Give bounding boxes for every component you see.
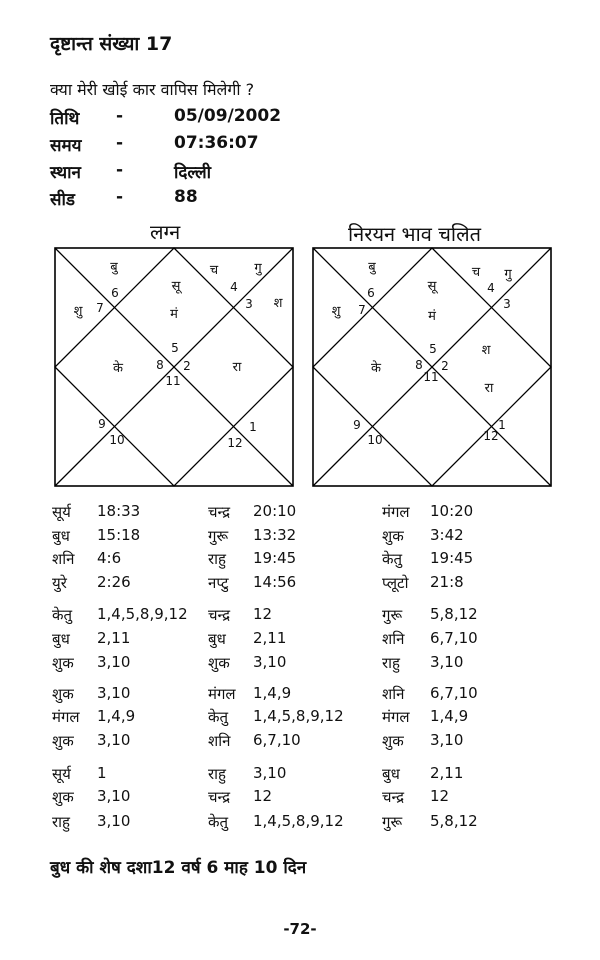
planet-value: 21:8 [430,573,464,591]
planet-label: श [481,343,491,358]
table-row [0,502,600,524]
aspect-houses: 3,10 [430,653,464,671]
planet-name: केतु [52,606,73,624]
house-number: 4 [230,280,238,294]
aspect-houses: 12 [253,605,273,623]
aspect-houses: 5,8,12 [430,605,478,623]
detail-label: समय [50,136,82,156]
table-row [0,629,600,651]
planet-name: मंगल [382,708,410,726]
house-number: 7 [96,301,104,315]
planet-label: गु [504,267,512,282]
planet-name: गुरू [382,813,403,831]
table-row [0,549,600,571]
planet-name: शुक [52,654,74,672]
aspect-houses: 3,10 [97,787,131,805]
aspect-houses: 3,10 [97,812,131,830]
planet-name: बुध [52,527,70,545]
detail-value: 88 [174,187,198,207]
house-number: 3 [503,297,511,311]
planet-name: मंगल [382,503,410,521]
planet-value: 13:32 [253,526,297,544]
planet-name: केतु [208,708,229,726]
planet-name: शनि [208,732,231,750]
house-number: 4 [487,281,495,295]
detail-label: तिथि [50,109,80,129]
planet-name: बुध [208,630,226,648]
planet-name: गुरू [208,527,229,545]
aspect-houses: 1,4,9 [430,707,469,725]
planet-value: 3:42 [430,526,464,544]
aspect-houses: 3,10 [430,731,464,749]
planet-name: मंगल [52,708,80,726]
planet-name: शुक [382,732,404,750]
house-number: 8 [156,358,164,372]
planet-name: बुध [382,765,400,783]
house-number: 11 [165,374,181,388]
planet-label: च [471,265,481,280]
planet-name: चन्द्र [208,503,231,521]
planet-name: मंगल [208,685,236,703]
detail-dash: - [116,133,124,153]
house-number: 1 [498,418,506,432]
planet-name: शनि [52,550,75,568]
table-row [0,573,600,595]
planet-label: रा [484,381,494,396]
table-row [0,787,600,809]
detail-label: सीड [50,190,75,210]
house-number: 6 [111,286,119,300]
house-number: 5 [429,342,437,356]
chalit-chart-title: निरयन भाव चलित [348,222,482,246]
planet-name: नप्टु [208,574,229,592]
house-number: 12 [483,429,499,443]
aspect-houses: 6,7,10 [430,629,478,647]
house-number: 8 [415,358,423,372]
aspect-houses: 2,11 [430,764,464,782]
planet-name: सूर्य [52,503,71,521]
planet-value: 15:18 [97,526,141,544]
table-row [0,764,600,786]
aspect-houses: 3,10 [97,731,131,749]
detail-dash: - [116,106,124,126]
detail-label: स्थान [50,163,81,183]
chalit-chart [312,247,552,487]
planet-name: राहु [52,813,70,831]
aspect-houses: 3,10 [97,684,131,702]
planet-label: शु [73,304,83,319]
house-number: 11 [423,370,439,384]
planet-label: बु [368,260,376,275]
house-number: 5 [171,341,179,355]
planet-name: राहु [208,765,226,783]
planet-value: 10:20 [430,502,474,520]
planet-name: शुक [52,685,74,703]
house-number: 2 [183,359,191,373]
planet-name: राहु [382,654,400,672]
aspect-houses: 12 [253,787,273,805]
planet-label: के [113,361,123,376]
house-number: 9 [353,418,361,432]
lagna-chart-title: लग्न [150,220,181,244]
house-number: 9 [98,417,106,431]
detail-dash: - [116,187,124,207]
planet-name: शुक [52,732,74,750]
planet-value: 4:6 [97,549,122,567]
planet-name: प्लूटो [382,574,409,592]
aspect-houses: 3,10 [97,653,131,671]
house-number: 7 [358,303,366,317]
lagna-chart [54,247,294,487]
planet-name: गुरू [382,606,403,624]
page-title: दृष्टान्त संख्या 17 [50,33,173,55]
table-row [0,684,600,706]
planet-name: केतु [382,550,403,568]
planet-label: मं [428,309,436,324]
planet-label: सू [427,279,437,294]
house-number: 10 [367,433,383,447]
table-row [0,731,600,753]
house-number: 2 [441,359,449,373]
page-number: -72- [283,920,317,938]
planet-name: शनि [382,630,405,648]
house-number: 10 [109,433,125,447]
planet-name: चन्द्र [208,606,231,624]
aspect-houses: 1 [97,764,107,782]
planet-label: च [209,263,219,278]
aspect-houses: 3,10 [253,653,287,671]
aspect-houses: 12 [430,787,450,805]
planet-value: 19:45 [430,549,474,567]
aspect-houses: 2,11 [253,629,287,647]
house-number: 6 [367,286,375,300]
table-row [0,812,600,834]
aspect-houses: 3,10 [253,764,287,782]
planet-label: के [371,361,381,376]
aspect-houses: 1,4,5,8,9,12 [97,605,188,623]
planet-value: 14:56 [253,573,297,591]
planet-name: बुध [52,630,70,648]
planet-name: राहु [208,550,226,568]
table-row [0,653,600,675]
planet-value: 19:45 [253,549,297,567]
aspect-houses: 1,4,5,8,9,12 [253,707,344,725]
planet-name: युरे [52,574,67,592]
dasha-summary: बुध की शेष दशा12 वर्ष 6 माह 10 दिन [50,858,307,878]
detail-value: 07:36:07 [174,133,259,153]
house-number: 1 [249,420,257,434]
planet-value: 20:10 [253,502,297,520]
planet-name: शुक [382,527,404,545]
table-row [0,526,600,548]
planet-label: शु [331,304,341,319]
question-text: क्या मेरी खोई कार वापिस मिलेगी ? [50,80,255,99]
planet-value: 18:33 [97,502,141,520]
aspect-houses: 6,7,10 [430,684,478,702]
house-number: 3 [245,297,253,311]
planet-name: शुक [52,788,74,806]
aspect-houses: 6,7,10 [253,731,301,749]
planet-name: शुक [208,654,230,672]
planet-name: सूर्य [52,765,71,783]
planet-label: रा [232,360,242,375]
planet-name: शनि [382,685,405,703]
detail-value: 05/09/2002 [174,106,282,126]
table-row [0,707,600,729]
planet-label: मं [170,307,178,322]
planet-value: 2:26 [97,573,131,591]
planet-label: श [273,296,283,311]
planet-label: गु [254,261,262,276]
aspect-houses: 1,4,9 [97,707,136,725]
detail-value: दिल्ली [174,163,212,183]
table-row [0,605,600,627]
planet-name: केतु [208,813,229,831]
detail-dash: - [116,160,124,180]
planet-name: चन्द्र [382,788,405,806]
planet-label: बु [110,260,118,275]
planet-label: सू [171,279,181,294]
aspect-houses: 1,4,5,8,9,12 [253,812,344,830]
aspect-houses: 2,11 [97,629,131,647]
aspect-houses: 1,4,9 [253,684,292,702]
planet-name: चन्द्र [208,788,231,806]
house-number: 12 [227,436,243,450]
aspect-houses: 5,8,12 [430,812,478,830]
